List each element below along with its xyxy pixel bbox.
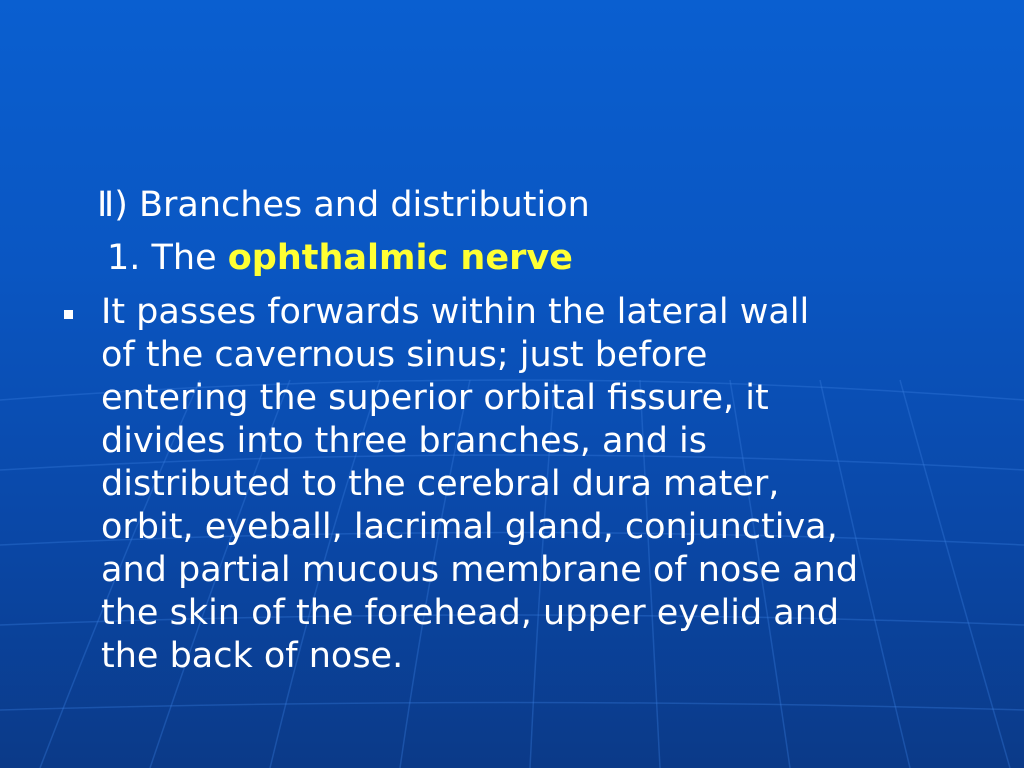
bullet-line: orbit, eyeball, lacrimal gland, conjunctiva, [101,507,838,547]
bullet-line: entering the superior orbital fissure, it [101,378,769,418]
bullet-line: the skin of the forehead, upper eyelid and [101,593,840,633]
bullet-line: It passes forwards within the lateral wall [101,292,810,332]
bullet-square-icon [64,310,73,319]
bullet-line: the back of nose. [101,636,404,676]
bullet-line: of the cavernous sinus; just before [101,335,708,375]
bullet-line: and partial mucous membrane of nose and [101,550,859,590]
bullet-paragraph [101,291,981,678]
bullet-line: distributed to the cerebral dura mater, [101,464,780,504]
section-heading: Ⅱ) Branches and distribution [97,185,590,225]
subheading-prefix: 1. The [107,238,228,278]
bullet-line: divides into three branches, and is [101,421,707,461]
subheading-highlight: ophthalmic nerve [227,238,573,278]
subheading [107,236,573,280]
